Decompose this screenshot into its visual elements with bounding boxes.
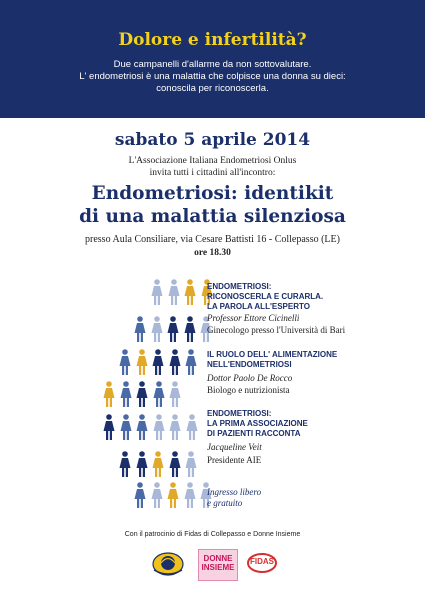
person-figure-icon: [185, 349, 197, 380]
person-figure-icon: [184, 279, 196, 310]
person-figure-icon: [184, 482, 196, 513]
fidas-logo: [246, 551, 278, 577]
talk-3-title-line: LA PRIMA ASSOCIAZIONE: [207, 419, 308, 428]
person-figure-icon: [152, 451, 164, 482]
person-figure-icon: [134, 316, 146, 347]
free-entry-line-2: e gratuito: [207, 498, 243, 508]
talk-1-title-line: ENDOMETRIOSI:: [207, 282, 272, 291]
talk-1-speaker: Professor Ettore Cicinelli: [207, 313, 300, 323]
header-banner: [0, 0, 425, 118]
person-figure-icon: [136, 451, 148, 482]
free-entry-line-1: Ingresso libero: [207, 487, 262, 497]
event-date: sabato 5 aprile 2014: [114, 130, 311, 150]
person-figure-icon: [167, 482, 179, 513]
event-title-line-2: di una malattia silenziosa: [79, 206, 346, 227]
talk-2-speaker: Dottor Paolo De Rocco: [207, 373, 293, 383]
person-figure-icon: [185, 451, 197, 482]
person-figure-icon: [119, 451, 131, 482]
person-figure-icon: [119, 349, 131, 380]
header-line-1: Due campanelli d'allarme da non sottovalutare.: [113, 59, 312, 70]
person-figure-icon: [169, 381, 181, 412]
talk-3-role: Presidente AIE: [207, 455, 262, 465]
person-figure-icon: [151, 482, 163, 513]
person-figure-icon: [167, 316, 179, 347]
person-figure-icon: [136, 381, 148, 412]
talk-2-role: Biologo e nutrizionista: [207, 385, 290, 395]
person-figure-icon: [184, 316, 196, 347]
header-title: Dolore e infertilità?: [118, 30, 307, 50]
person-figure-icon: [153, 414, 165, 445]
talk-3-speaker: Jacqueline Veit: [207, 442, 262, 452]
person-figure-icon: [151, 279, 163, 310]
person-figure-icon: [136, 414, 148, 445]
talk-3-title-line: DI PAZIENTI RACCONTA: [207, 429, 301, 438]
person-figure-icon: [152, 349, 164, 380]
invite-line-2: invita tutti i cittadini all'incontro:: [149, 168, 276, 178]
donne-insieme-logo: [198, 549, 238, 581]
person-figure-icon: [103, 381, 115, 412]
person-figure-icon: [169, 414, 181, 445]
invite-line-1: L'Associazione Italiana Endometriosi Onlus: [128, 156, 297, 166]
person-figure-icon: [169, 349, 181, 380]
donne-insieme-logo-line-2: INSIEME: [201, 563, 235, 572]
event-time: ore 18.30: [194, 248, 231, 258]
header-line-3: conoscila per riconoscerla.: [156, 83, 269, 94]
association-logo: [150, 549, 186, 577]
talk-2-title-line: NELL'ENDOMETRIOSI: [207, 360, 292, 369]
patronage-text: Con il patrocinio di Fidas di Collepasso e Donne Insieme: [124, 531, 301, 538]
talk-2-title-line: IL RUOLO DELL' ALIMENTAZIONE: [207, 350, 338, 359]
person-figure-icon: [168, 279, 180, 310]
talk-1-role: Ginecologo presso l'Università di Bari: [207, 325, 346, 335]
talk-1-title-line: RICONOSCERLA E CURARLA.: [207, 292, 324, 301]
person-figure-icon: [153, 381, 165, 412]
person-figure-icon: [169, 451, 181, 482]
event-venue: presso Aula Consiliare, via Cesare Battisti 16 - Collepasso (LE): [85, 234, 340, 245]
person-figure-icon: [103, 414, 115, 445]
fidas-logo-text: FIDAS: [250, 557, 274, 566]
person-figure-icon: [136, 349, 148, 380]
person-figure-icon: [134, 482, 146, 513]
person-figure-icon: [151, 316, 163, 347]
person-figure-icon: [120, 381, 132, 412]
person-figure-icon: [186, 414, 198, 445]
donne-insieme-logo-line-1: DONNE: [203, 554, 233, 563]
event-title-line-1: Endometriosi: identikit: [91, 183, 334, 204]
talk-1-title-line: LA PAROLA ALL'ESPERTO: [207, 302, 310, 311]
talk-3-title-line: ENDOMETRIOSI:: [207, 409, 272, 418]
person-figure-icon: [120, 414, 132, 445]
header-line-2: L' endometriosi è una malattia che colpisce una donna su dieci:: [79, 71, 346, 82]
